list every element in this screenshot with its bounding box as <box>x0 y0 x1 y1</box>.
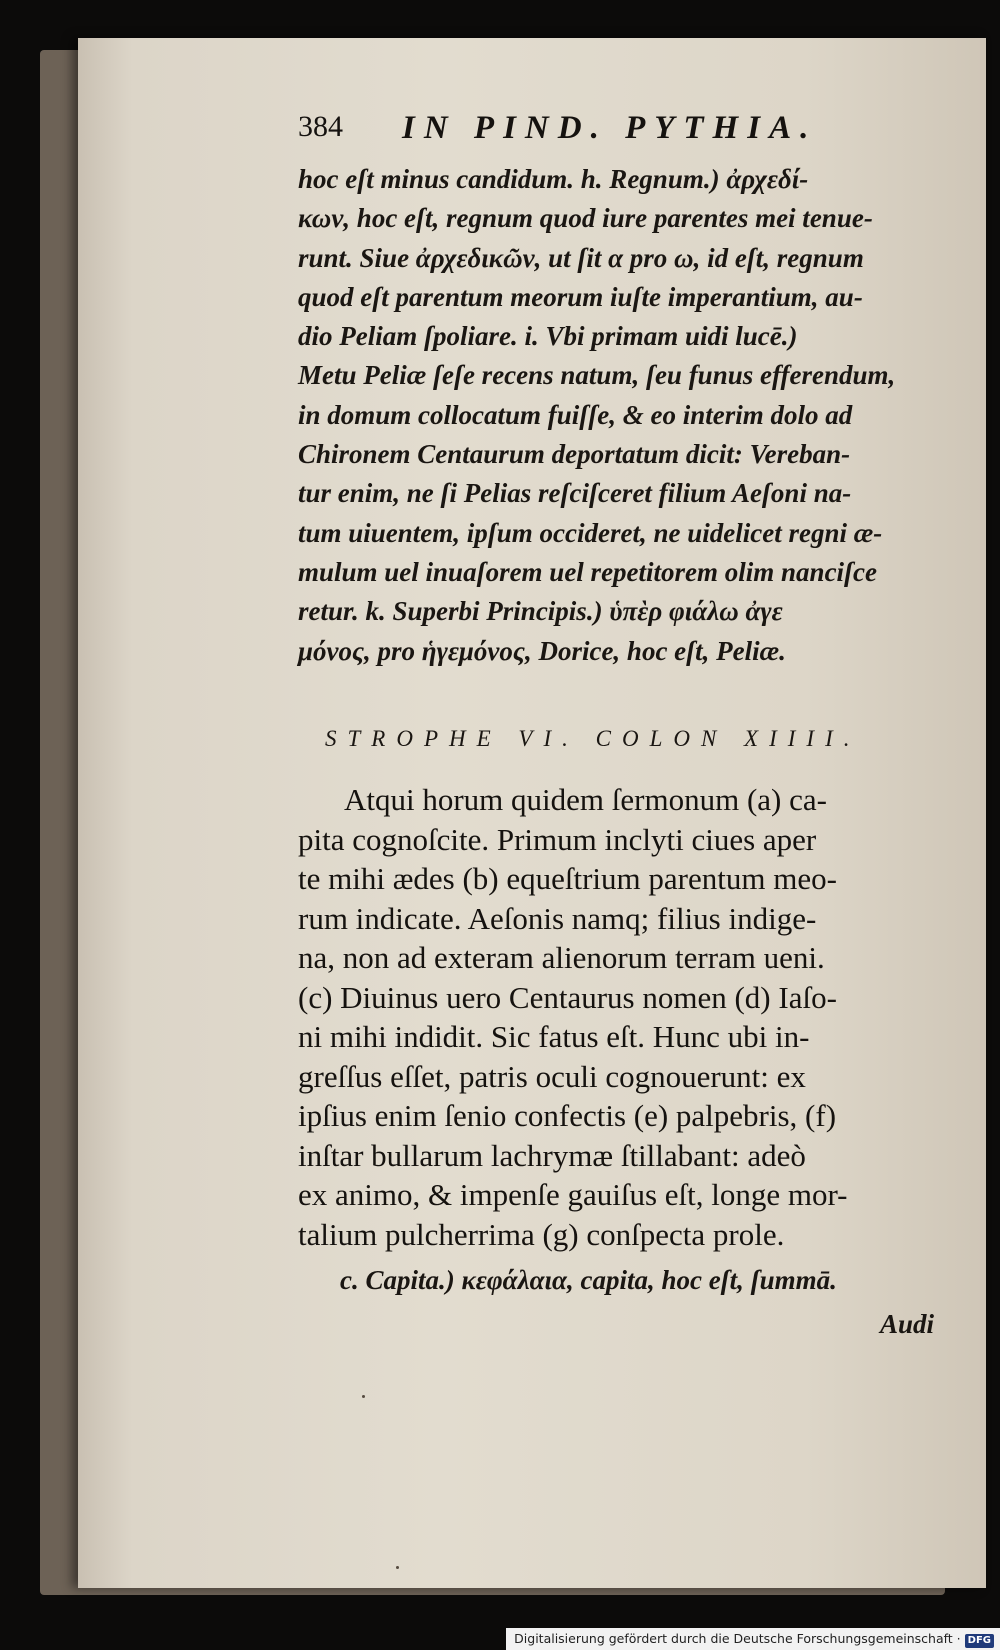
paper-speck <box>362 1395 365 1398</box>
commentary-note-c: c. Capita.) κεφάλαια, capita, hoc eſt, ſummā. <box>340 1265 837 1295</box>
text-line: ex animo, & impenſe gauiſus eſt, longe mor- <box>298 1177 848 1212</box>
paper-speck <box>396 1566 399 1569</box>
page-number: 384 <box>298 110 343 143</box>
note-line: Chironem Centaurum deportatum dicit: Vereban- <box>298 439 851 470</box>
dfg-logo: DFG <box>965 1634 994 1648</box>
digitization-credit <box>506 1628 1000 1650</box>
catchword: Audi <box>880 1309 935 1339</box>
note-line: runt. Siue ἀρχεδικῶν, ut ſit α pro ω, id eſt, regnum <box>298 242 864 273</box>
note-line: in domum collocatum fuiſſe, & eo interim dolo ad <box>298 399 853 430</box>
running-title: IN PIND. PYTHIA. <box>402 110 818 146</box>
commentary-notes <box>298 160 954 671</box>
text-line: rum indicate. Aeſonis namq; filius indige- <box>298 900 817 936</box>
text-line: inſtar bullarum lachrymæ ſtillabant: adeò <box>298 1137 806 1173</box>
note-line: μόνος, pro ἡγεμόνος, Dorice, hoc eſt, Peliæ. <box>298 635 786 666</box>
note-line: retur. k. Superbi Principis.) ὑπὲρ φιάλω ἀγε <box>298 596 783 627</box>
note-line: quod eſt parentum meorum iuſte imperantium, au- <box>298 281 863 312</box>
note-line: tum uiuentem, ipſum occideret, ne uidelicet regni æ- <box>298 517 883 548</box>
credit-text: Digitalisierung gefördert durch die Deutsche Forschungsgemeinschaft · <box>514 1631 961 1646</box>
text-line: greſſus eſſet, patris oculi cognouerunt: ex <box>298 1058 806 1094</box>
note-line: dio Peliam ſpoliare. i. Vbi primam uidi lucē.) <box>298 321 798 352</box>
text-line: na, non ad exteram alienorum terram ueni. <box>298 940 825 975</box>
note-line: mulum uel inuaſorem uel repetitorem olim nanciſce <box>298 556 878 587</box>
text-line: ni mihi indidit. Sic fatus eſt. Hunc ubi in- <box>298 1019 810 1054</box>
text-line: ipſius enim ſenio confectis (e) palpebris, (f) <box>298 1098 837 1133</box>
text-line: talium pulcherrima (g) conſpecta prole. <box>298 1216 785 1252</box>
strophe-heading: STROPHE VI. COLON XIIII. <box>325 726 861 751</box>
translation-text <box>298 780 958 1254</box>
text-line: te mihi ædes (b) equeſtrium parentum meo- <box>298 861 837 896</box>
note-line: Metu Peliæ ſeſe recens natum, ſeu funus efferendum, <box>298 360 896 391</box>
note-line: hoc eſt minus candidum. h. Regnum.) ἀρχεδί- <box>298 164 809 194</box>
text-line: (c) Diuinus uero Centaurus nomen (d) Iaſo- <box>298 979 837 1015</box>
running-head <box>298 110 878 154</box>
text-line: pita cognoſcite. Primum inclyti ciues aper <box>298 821 817 857</box>
note-line: κων, hoc eſt, regnum quod iure parentes mei tenue- <box>298 203 873 234</box>
note-line: tur enim, ne ſi Pelias reſciſceret filium Aeſoni na- <box>298 478 852 509</box>
text-line: Atqui horum quidem ſermonum (a) ca- <box>344 782 827 817</box>
